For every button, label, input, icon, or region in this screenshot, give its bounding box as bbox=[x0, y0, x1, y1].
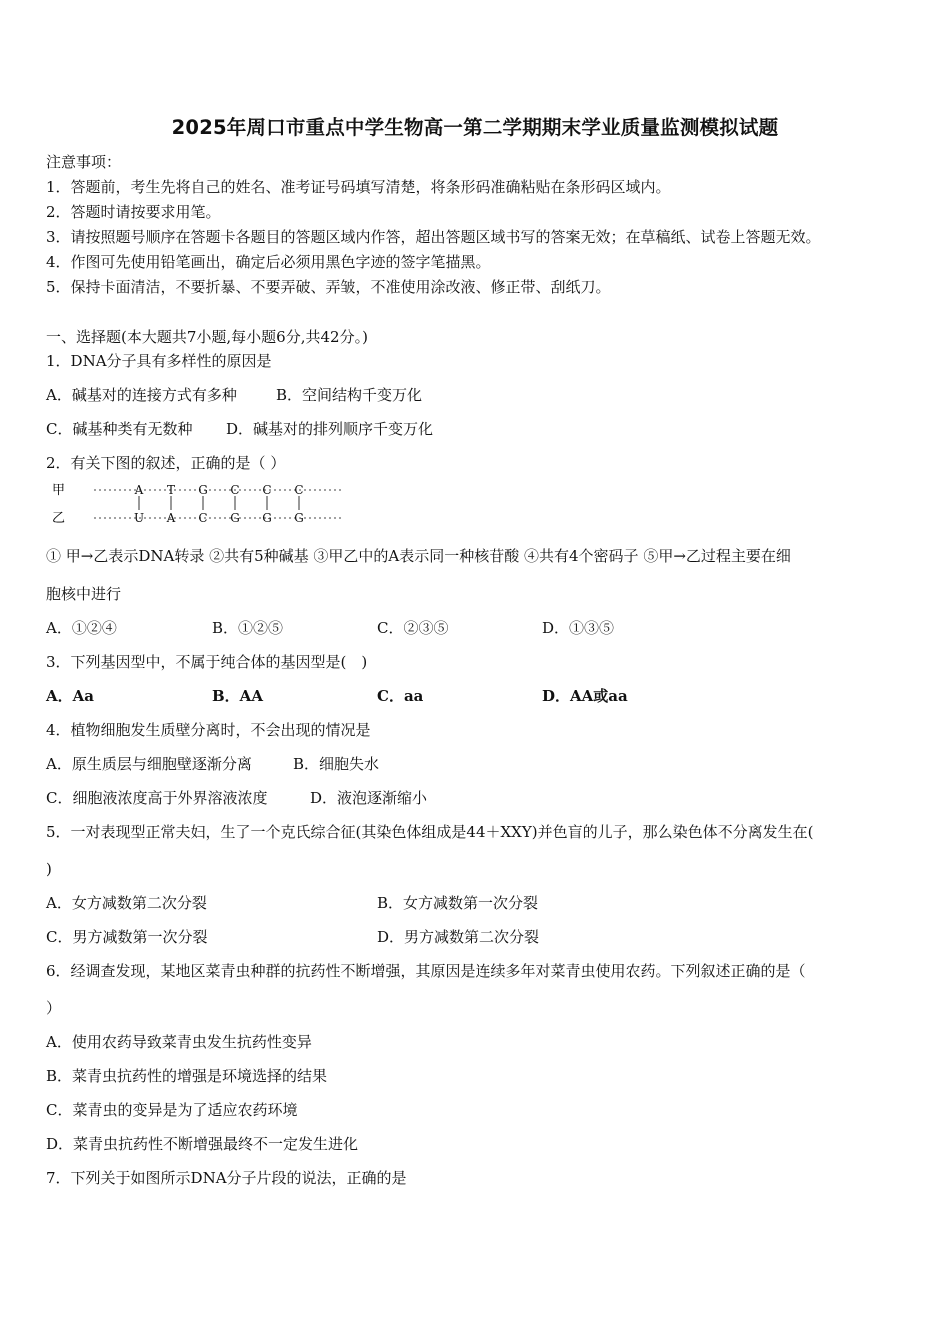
question-3-stem: 3．下列基因型中，不属于纯合体的基因型是( ) bbox=[46, 653, 368, 671]
q4-option-a: A．原生质层与细胞壁逐渐分离 bbox=[46, 755, 252, 773]
question-7-stem: 7．下列关于如图所示DNA分子片段的说法，正确的是 bbox=[46, 1169, 407, 1187]
question-5-stem: 5．一对表现型正常夫妇，生了一个克氏综合征(其染色体组成是44＋XXY)并色盲的儿子，那么染色体不分离发生在( bbox=[46, 823, 814, 841]
q2-option-d: D．①③⑤ bbox=[542, 619, 615, 637]
notice-heading: 注意事项： bbox=[46, 153, 122, 171]
bottom-base: A bbox=[166, 511, 176, 525]
q2-statement-continued: 胞核中进行 bbox=[46, 585, 122, 603]
base-pairs bbox=[134, 483, 304, 525]
bottom-base: G bbox=[230, 511, 240, 525]
q1-option-a: A．碱基对的连接方式有多种 bbox=[46, 386, 237, 404]
q1-option-c: C．碱基种类有无数种 bbox=[46, 420, 193, 438]
top-base: C bbox=[294, 483, 304, 497]
q2-option-b: B．①②⑤ bbox=[212, 619, 284, 637]
label-yi: 乙 bbox=[52, 511, 66, 526]
q3-option-a: A．Aa bbox=[46, 687, 94, 705]
q1-option-b: B．空间结构千变万化 bbox=[276, 386, 423, 404]
notice-item: 2．答题时请按要求用笔。 bbox=[46, 203, 221, 221]
q5-option-d: D．男方减数第二次分裂 bbox=[377, 928, 540, 946]
q6-option-b: B．菜青虫抗药性的增强是环境选择的结果 bbox=[46, 1067, 328, 1085]
bottom-base: U bbox=[133, 511, 145, 525]
top-base: C bbox=[262, 483, 272, 497]
page-title: 2025年周口市重点中学生物高一第二学期期末学业质量监测模拟试题 bbox=[171, 116, 779, 139]
q4-option-d: D．液泡逐渐缩小 bbox=[310, 789, 428, 807]
q2-statement: ① 甲→乙表示DNA转录 ②共有5种碱基 ③甲乙中的A表示同一种核苷酸 ④共有4个密码子 ⑤甲→乙过程主要在细 bbox=[46, 547, 791, 565]
q1-option-d: D．碱基对的排列顺序千变万化 bbox=[226, 420, 434, 438]
q5-option-b: B．女方减数第一次分裂 bbox=[377, 894, 539, 912]
q3-option-c: C．aa bbox=[377, 687, 424, 705]
q2-option-a: A．①②④ bbox=[46, 619, 117, 637]
top-base: C bbox=[230, 483, 240, 497]
bottom-base: G bbox=[294, 511, 304, 525]
q5-option-c: C．男方减数第一次分裂 bbox=[46, 928, 208, 946]
bottom-base: G bbox=[262, 511, 272, 525]
q3-option-b: B．AA bbox=[212, 687, 263, 705]
notice-item: 5．保持卡面清洁，不要折暴、不要弄破、弄皱，不准使用涂改液、修正带、刮纸刀。 bbox=[46, 278, 611, 296]
top-base: T bbox=[166, 483, 176, 497]
bottom-base: C bbox=[198, 511, 208, 525]
label-jia: 甲 bbox=[52, 483, 66, 498]
question-4-stem: 4．植物细胞发生质壁分离时，不会出现的情况是 bbox=[46, 721, 371, 739]
question-6-stem: 6．经调查发现，某地区菜青虫种群的抗药性不断增强，其原因是连续多年对菜青虫使用农药。下列叙述正确的是（ bbox=[46, 962, 806, 980]
top-base: G bbox=[198, 483, 208, 497]
question-2-stem: 2．有关下图的叙述，正确的是（ ） bbox=[46, 454, 286, 472]
top-base: A bbox=[134, 483, 144, 497]
q2-option-c: C．②③⑤ bbox=[377, 619, 449, 637]
q6-option-d: D．菜青虫抗药性不断增强最终不一定发生进化 bbox=[46, 1135, 359, 1153]
q5-option-a: A．女方减数第二次分裂 bbox=[46, 894, 207, 912]
dna-rna-diagram bbox=[46, 480, 346, 528]
question-1-stem: 1．DNA分子具有多样性的原因是 bbox=[46, 352, 272, 370]
notice-item: 3．请按照题号顺序在答题卡各题目的答题区域内作答，超出答题区域书写的答案无效；在草稿纸、试卷上答题无效。 bbox=[46, 228, 821, 246]
question-5-stem-continued: ) bbox=[46, 860, 52, 878]
q3-option-d: D．AA或aa bbox=[542, 687, 628, 705]
notice-item: 4．作图可先使用铅笔画出，确定后必须用黑色字迹的签字笔描黑。 bbox=[46, 253, 491, 271]
section-heading: 一、选择题(本大题共7小题,每小题6分,共42分。) bbox=[46, 328, 368, 346]
q4-option-b: B．细胞失水 bbox=[293, 755, 380, 773]
q4-option-c: C．细胞液浓度高于外界溶液浓度 bbox=[46, 789, 268, 807]
q6-option-c: C．菜青虫的变异是为了适应农药环境 bbox=[46, 1101, 298, 1119]
question-6-stem-continued: ） bbox=[46, 999, 62, 1017]
notice-item: 1．答题前，考生先将自己的姓名、准考证号码填写清楚，将条形码准确粘贴在条形码区域内。 bbox=[46, 178, 671, 196]
q6-option-a: A．使用农药导致菜青虫发生抗药性变异 bbox=[46, 1033, 312, 1051]
